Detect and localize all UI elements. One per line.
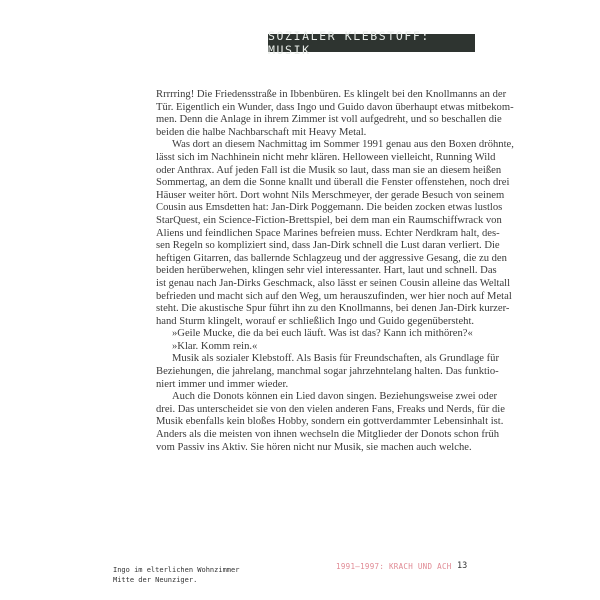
text-line: beiden die halbe Nachbarschaft mit Heavy Metal. <box>156 126 367 138</box>
text-line: Häuser weiter hört. Dort wohnt Nils Merschmeyer, der gerade Besuch von seinem <box>156 189 505 201</box>
caption-line: Mitte der Neunziger. <box>113 576 198 584</box>
text-line: Aliens und feindlichen Space Marines befreien muss. Echter Nerdkram halt, des- <box>156 227 500 239</box>
text-line: hand Sturm klingelt, worauf er schließlich Ingo und Guido gegenübersteht. <box>156 315 475 327</box>
text-line: Was dort an diesem Nachmittag im Sommer 1991 genau aus den Boxen dröhnte, <box>172 139 514 151</box>
chapter-header-bar <box>268 29 475 57</box>
body-text <box>156 89 514 454</box>
text-line: Musik ebenfalls kein bloßes Hobby, sondern ein gottverdammter Lebensinhalt ist. <box>156 416 504 428</box>
text-line: Beziehungen, die jahrelang, manchmal sogar jahrzehntelang halten. Das funktio- <box>156 366 499 378</box>
page-number: 13 <box>457 561 468 571</box>
text-line: Sommertag, an dem die Sonne knallt und überall die Fenster offenstehen, noch drei <box>156 177 510 189</box>
text-line: niert immer und immer wieder. <box>156 378 289 390</box>
text-line: steht. Die akustische Spur führt ihn zu den Knollmanns, bei denen Jan-Dirk kurzer- <box>156 303 510 315</box>
text-line: vom Passiv ins Aktiv. Sie hören nicht nur Musik, sie machen auch welche. <box>156 441 472 453</box>
photo-caption <box>113 565 239 585</box>
text-line: Anders als die meisten von ihnen wechseln die Mitglieder der Donots schon früh <box>156 429 500 441</box>
text-line: drei. Das unterscheidet sie von den vielen anderen Fans, Freaks und Nerds, für die <box>156 403 505 415</box>
text-line: oder Anthrax. Auf jeden Fall ist die Musik so laut, dass man sie an diesem heißen <box>156 164 502 176</box>
text-line: Tür. Eigentlich ein Wunder, dass Ingo und Guido davon überhaupt etwas mitbekom- <box>156 101 514 113</box>
text-line: sen Regeln so kompliziert sind, dass Jan-Dirk schnell die Lust daran verliert. Die <box>156 240 500 252</box>
text-line: men. Denn die Anlage in ihrem Zimmer ist voll aufgedreht, und so beschallen die <box>156 114 502 126</box>
text-line: »Geile Mucke, die da bei euch läuft. Was ist das? Kann ich mithören?« <box>172 328 473 340</box>
chapter-title: SOZIALER KLEBSTOFF: MUSIK <box>268 29 430 57</box>
text-line: »Klar. Komm rein.« <box>172 340 258 352</box>
text-line: lässt sich im Nachhinein nicht mehr klären. Helloween vielleicht, Running Wild <box>156 151 496 163</box>
text-line: Rrrrring! Die Friedensstraße in Ibbenbüren. Es klingelt bei den Knollmanns an der <box>156 89 507 100</box>
text-line: befrieden und macht sich auf den Weg, um herauszufinden, wer hier noch auf Metal <box>156 290 512 302</box>
text-line: Cousin aus Emsdetten hat: Jan-Dirk Poggemann. Die beiden zocken etwas lustlos <box>156 202 503 214</box>
text-line: StarQuest, ein Science-Fiction-Brettspiel, bei dem man ein Raumschiffwrack von <box>156 214 502 226</box>
caption-line: Ingo im elterlichen Wohnzimmer <box>113 566 240 574</box>
text-line: heftigen Gitarren, das ballernde Schlagzeug und der aggressive Gesang, die zu den <box>156 252 507 264</box>
text-line: beiden herüberwehen, klingen sehr viel interessanter. Hart, laut und schnell. Das <box>156 265 497 277</box>
text-line: ist genau nach Jan-Dirks Geschmack, also lässt er seinen Cousin alleine das Weltall <box>156 277 511 289</box>
text-line: Musik als sozialer Klebstoff. Als Basis für Freundschaften, als Grundlage für <box>172 353 499 365</box>
text-line: Auch die Donots können ein Lied davon singen. Beziehungsweise zwei oder <box>172 391 498 403</box>
running-head: 1991–1997: KRACH UND ACH <box>336 562 452 571</box>
